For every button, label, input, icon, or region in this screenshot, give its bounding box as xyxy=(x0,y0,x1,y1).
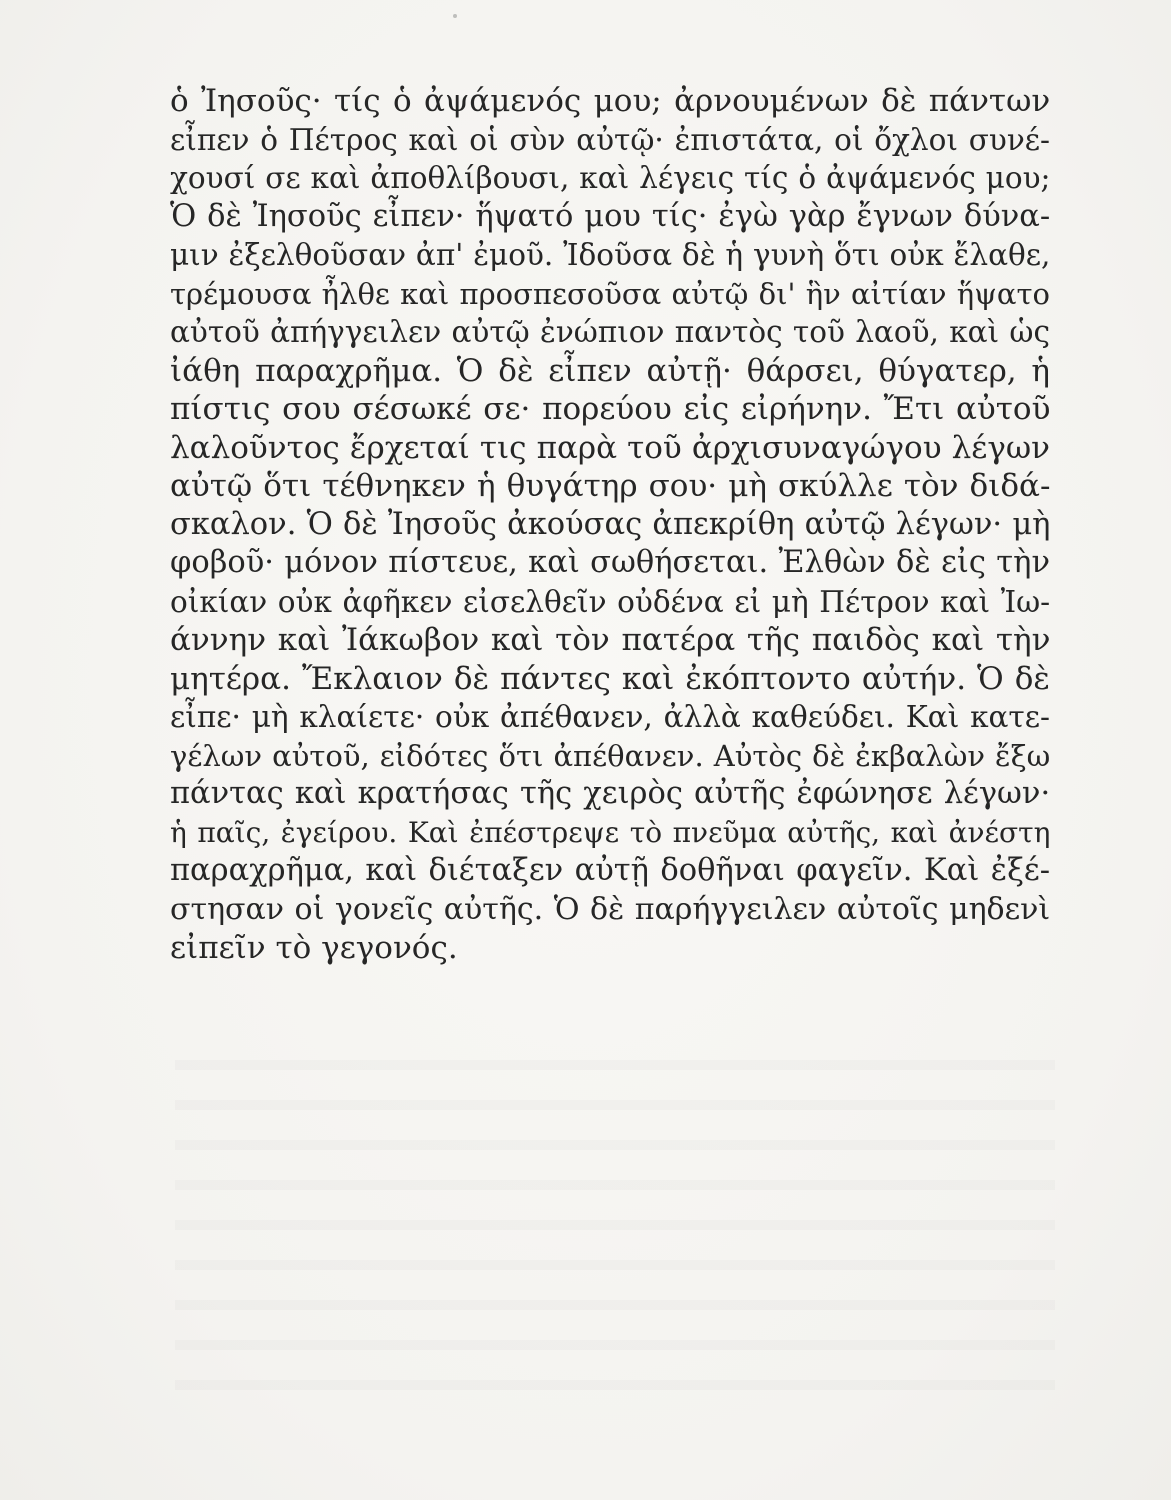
text-line: αὐτοῦ ἀπήγγειλεν αὐτῷ ἐνώπιον παντὸς τοῦ λαοῦ, καὶ ὡς xyxy=(170,315,1050,349)
text-line: άννην καὶ Ἰάκωβον καὶ τὸν πατέρα τῆς παιδὸς καὶ τὴν xyxy=(170,622,1051,658)
text-line: Ὁ δὲ Ἰησοῦς εἶπεν· ἥψατό μου τίς· ἐγὼ γὰρ ἔγνων δύνα- xyxy=(170,198,1051,234)
text-line: ἰάθη παραχρῆμα. Ὁ δὲ εἶπεν αὐτῇ· θάρσει, θύγατερ, ἡ xyxy=(170,352,1050,389)
text-line: γέλων αὐτοῦ, εἰδότες ὅτι ἀπέθανεν. Αὐτὸς δὲ ἐκβαλὼν ἔξω xyxy=(170,738,1051,773)
greek-text-block xyxy=(170,82,1050,968)
text-line: φοβοῦ· μόνον πίστευε, καὶ σωθήσεται. Ἐλθὼν δὲ εἰς τὴν xyxy=(170,545,1050,580)
verso-bleed-through xyxy=(175,1040,1055,1410)
text-line: αὐτῷ ὅτι τέθνηκεν ἡ θυγάτηρ σου· μὴ σκύλλε τὸν διδά- xyxy=(170,468,1051,504)
text-line: παραχρῆμα, καὶ διέταξεν αὐτῇ δοθῆναι φαγεῖν. Καὶ ἐξέ- xyxy=(170,853,1050,888)
text-line: πίστις σου σέσωκέ σε· πορεύου εἰς εἰρήνην. Ἔτι αὐτοῦ xyxy=(170,391,1051,427)
text-line: μιν ἐξελθοῦσαν ἀπ' ἐμοῦ. Ἰδοῦσα δὲ ἡ γυνὴ ὅτι οὐκ ἔλαθε, xyxy=(170,238,1051,272)
text-line: οἰκίαν οὐκ ἀφῆκεν εἰσελθεῖν οὐδένα εἰ μὴ Πέτρον καὶ Ἰω- xyxy=(170,584,1051,619)
text-line: στησαν οἱ γονεῖς αὐτῆς. Ὁ δὲ παρήγγειλεν αὐτοῖς μηδενὶ xyxy=(170,891,1051,927)
text-line: χουσί σε καὶ ἀποθλίβουσι, καὶ λέγεις τίς ὁ ἀψάμενός μου; xyxy=(170,161,1051,195)
text-line: ἡ παῖς, ἐγείρου. Καὶ ἐπέστρεψε τὸ πνεῦμα αὐτῆς, καὶ ἀνέστη xyxy=(170,815,1051,849)
text-line: πάντας καὶ κρατήσας τῆς χειρὸς αὐτῆς ἐφώνησε λέγων· xyxy=(170,776,1051,811)
text-line-final: εἰπεῖν τὸ γεγονός. xyxy=(170,930,458,966)
text-line: εἶπε· μὴ κλαίετε· οὐκ ἀπέθανεν, ἀλλὰ καθεύδει. Καὶ κατε- xyxy=(170,700,1050,734)
text-line: εἶπεν ὁ Πέτρος καὶ οἱ σὺν αὐτῷ· ἐπιστάτα, οἱ ὄχλοι συνέ- xyxy=(170,122,1050,157)
text-line: μητέρα. Ἔκλαιον δὲ πάντες καὶ ἐκόπτοντο αὐτήν. Ὁ δὲ xyxy=(170,660,1050,697)
text-line: ὁ Ἰησοῦς· τίς ὁ ἀψάμενός μου; ἀρνουμένων δὲ πάντων xyxy=(170,83,1051,119)
text-line: λαλοῦντος ἔρχεταί τις παρὰ τοῦ ἀρχισυναγώγου λέγων xyxy=(170,429,1050,466)
paper-speck xyxy=(453,14,457,18)
text-line: τρέμουσα ἦλθε καὶ προσπεσοῦσα αὐτῷ δι' ἣν αἰτίαν ἥψατο xyxy=(170,276,1050,311)
text-line: σκαλον. Ὁ δὲ Ἰησοῦς ἀκούσας ἀπεκρίθη αὐτῷ λέγων· μὴ xyxy=(170,506,1051,542)
